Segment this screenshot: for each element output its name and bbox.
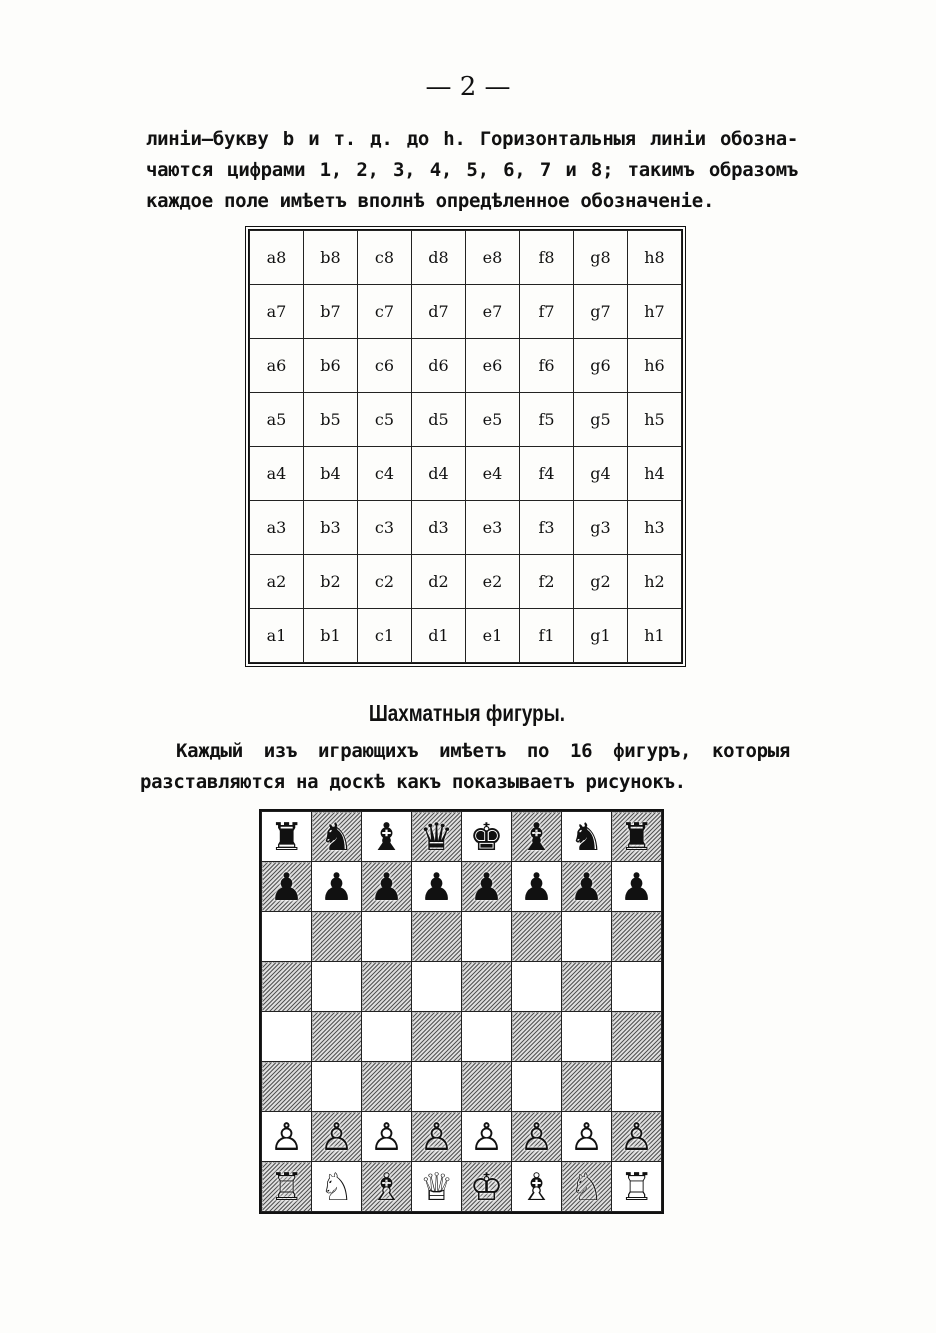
black-knight-icon: ♞ [319,814,354,859]
light-square [512,1062,562,1112]
grid-cell: a1 [250,609,304,663]
grid-cell: g8 [574,231,628,285]
board-rank [262,862,662,912]
grid-row [250,609,682,663]
black-rook-icon: ♜ [269,814,304,859]
dark-square [562,962,612,1012]
white-pawn-icon: ♙ [369,1114,404,1159]
grid-cell: f3 [520,501,574,555]
grid-cell: d6 [412,339,466,393]
grid-cell: h4 [628,447,682,501]
grid-cell: f7 [520,285,574,339]
grid-cell: a4 [250,447,304,501]
dark-square [262,1062,312,1112]
dark-square [262,962,312,1012]
light-square [562,912,612,962]
black-pawn-icon: ♟ [519,864,554,909]
black-knight-icon: ♞ [569,814,604,859]
white-knight-icon: ♘ [569,1164,604,1209]
grid-cell: g2 [574,555,628,609]
dark-square [362,1062,412,1112]
dark-square [412,1012,462,1062]
black-pawn-icon: ♟ [369,864,404,909]
white-rook-icon: ♖ [269,1164,304,1209]
light-square [512,1162,562,1212]
grid-cell: b3 [304,501,358,555]
white-rook-icon: ♖ [619,1164,654,1209]
black-bishop-icon: ♝ [519,814,554,859]
light-square [562,1112,612,1162]
black-rook-icon: ♜ [619,814,654,859]
light-square [362,1112,412,1162]
dark-square [462,862,512,912]
white-pawn-icon: ♙ [419,1114,454,1159]
light-square [412,862,462,912]
dark-square [312,1012,362,1062]
dark-square [512,912,562,962]
dark-square [362,962,412,1012]
grid-cell: c1 [358,609,412,663]
grid-cell: f2 [520,555,574,609]
grid-cell: e6 [466,339,520,393]
dark-square [362,1162,412,1212]
board-rank [262,912,662,962]
grid-cell: f6 [520,339,574,393]
black-pawn-icon: ♟ [319,864,354,909]
white-knight-icon: ♘ [319,1164,354,1209]
grid-cell: g6 [574,339,628,393]
board-rank [262,1162,662,1212]
grid-cell: a2 [250,555,304,609]
grid-cell: h2 [628,555,682,609]
pieces-paragraph [140,736,790,798]
board-rank [262,1062,662,1112]
grid-cell: e5 [466,393,520,447]
grid-cell: h5 [628,393,682,447]
grid-cell: b7 [304,285,358,339]
light-square [362,1012,412,1062]
page-number: — 2 — [425,72,511,102]
grid-cell: d5 [412,393,466,447]
light-square [262,1012,312,1062]
black-queen-icon: ♛ [419,814,454,859]
white-pawn-icon: ♙ [519,1114,554,1159]
dark-square [512,1012,562,1062]
grid-row [250,447,682,501]
light-square [612,862,662,912]
dark-square [612,1112,662,1162]
grid-row [250,501,682,555]
white-pawn-icon: ♙ [569,1114,604,1159]
dark-square [512,1112,562,1162]
light-square [312,1162,362,1212]
light-square [512,862,562,912]
white-queen-icon: ♕ [419,1164,454,1209]
light-square [512,962,562,1012]
grid-cell: a6 [250,339,304,393]
board-rank [262,1112,662,1162]
light-square [412,1062,462,1112]
dark-square [412,812,462,862]
grid-cell: e8 [466,231,520,285]
grid-cell: c6 [358,339,412,393]
dark-square [512,812,562,862]
light-square [462,912,512,962]
grid-cell: c4 [358,447,412,501]
light-square [362,812,412,862]
dark-square [612,1012,662,1062]
light-square [562,812,612,862]
light-square [612,1062,662,1112]
dark-square [412,912,462,962]
dark-square [262,1162,312,1212]
grid-cell: h3 [628,501,682,555]
grid-row [250,231,682,285]
white-pawn-icon: ♙ [619,1114,654,1159]
dark-square [312,1112,362,1162]
grid-cell: h8 [628,231,682,285]
grid-row [250,339,682,393]
black-pawn-icon: ♟ [419,864,454,909]
white-pawn-icon: ♙ [319,1114,354,1159]
grid-cell: c5 [358,393,412,447]
dark-square [312,912,362,962]
grid-cell: d8 [412,231,466,285]
grid-cell: e4 [466,447,520,501]
dark-square [562,862,612,912]
grid-cell: b6 [304,339,358,393]
paragraph-line: линіи—букву b и т. д. до h. Горизонтальныя линіи обозна- [146,128,798,150]
board-rank [262,812,662,862]
grid-cell: e2 [466,555,520,609]
chess-board-diagram [259,809,664,1214]
grid-cell: e1 [466,609,520,663]
light-square [462,1012,512,1062]
grid-cell: h6 [628,339,682,393]
dark-square [262,862,312,912]
section-heading: Шахматныя фигуры. [368,700,565,726]
grid-cell: g4 [574,447,628,501]
light-square [312,962,362,1012]
dark-square [612,912,662,962]
grid-cell: b5 [304,393,358,447]
light-square [312,862,362,912]
white-king-icon: ♔ [469,1164,504,1209]
light-square [262,812,312,862]
black-king-icon: ♚ [469,814,504,859]
square-notation-grid [245,226,686,667]
grid-cell: f8 [520,231,574,285]
grid-cell: c8 [358,231,412,285]
grid-cell: c7 [358,285,412,339]
grid-cell: g5 [574,393,628,447]
white-bishop-icon: ♗ [369,1164,404,1209]
grid-cell: c2 [358,555,412,609]
grid-cell: a5 [250,393,304,447]
dark-square [362,862,412,912]
dark-square [312,812,362,862]
dark-square [462,1062,512,1112]
grid-cell: d7 [412,285,466,339]
grid-cell: f1 [520,609,574,663]
light-square [412,962,462,1012]
dark-square [462,1162,512,1212]
white-pawn-icon: ♙ [469,1114,504,1159]
light-square [262,1112,312,1162]
grid-cell: b1 [304,609,358,663]
light-square [412,1162,462,1212]
grid-cell: a8 [250,231,304,285]
grid-cell: d3 [412,501,466,555]
dark-square [462,962,512,1012]
grid-cell: d4 [412,447,466,501]
board-table [261,811,662,1212]
dark-square [562,1162,612,1212]
black-pawn-icon: ♟ [619,864,654,909]
grid-cell: h7 [628,285,682,339]
dark-square [612,812,662,862]
grid-cell: g3 [574,501,628,555]
black-pawn-icon: ♟ [469,864,504,909]
light-square [262,912,312,962]
notation-table [249,230,682,663]
black-pawn-icon: ♟ [269,864,304,909]
light-square [612,1162,662,1212]
white-pawn-icon: ♙ [269,1114,304,1159]
paragraph-line: Каждый изъ играющихъ имѣетъ по 16 фигуръ, которыя [176,740,790,762]
black-bishop-icon: ♝ [369,814,404,859]
light-square [462,1112,512,1162]
dark-square [412,1112,462,1162]
grid-cell: e3 [466,501,520,555]
grid-cell: b2 [304,555,358,609]
grid-cell: a7 [250,285,304,339]
grid-cell: h1 [628,609,682,663]
paragraph-line: разставляются на доскѣ какъ показываетъ рисунокъ. [140,771,686,793]
intro-paragraph [146,124,798,217]
white-bishop-icon: ♗ [519,1164,554,1209]
paragraph-line: каждое поле имѣетъ вполнѣ опредѣленное обозначеніе. [146,190,715,212]
board-rank [262,962,662,1012]
grid-cell: a3 [250,501,304,555]
grid-cell: e7 [466,285,520,339]
light-square [462,812,512,862]
grid-cell: b4 [304,447,358,501]
grid-cell: f4 [520,447,574,501]
grid-cell: b8 [304,231,358,285]
dark-square [562,1062,612,1112]
grid-cell: d1 [412,609,466,663]
light-square [362,912,412,962]
light-square [562,1012,612,1062]
black-pawn-icon: ♟ [569,864,604,909]
paragraph-line: чаются цифрами 1, 2, 3, 4, 5, 6, 7 и 8; такимъ образомъ [146,159,798,181]
grid-cell: g7 [574,285,628,339]
grid-cell: g1 [574,609,628,663]
grid-row [250,285,682,339]
light-square [612,962,662,1012]
board-rank [262,1012,662,1062]
grid-cell: c3 [358,501,412,555]
grid-cell: f5 [520,393,574,447]
grid-cell: d2 [412,555,466,609]
light-square [312,1062,362,1112]
grid-row [250,393,682,447]
grid-row [250,555,682,609]
